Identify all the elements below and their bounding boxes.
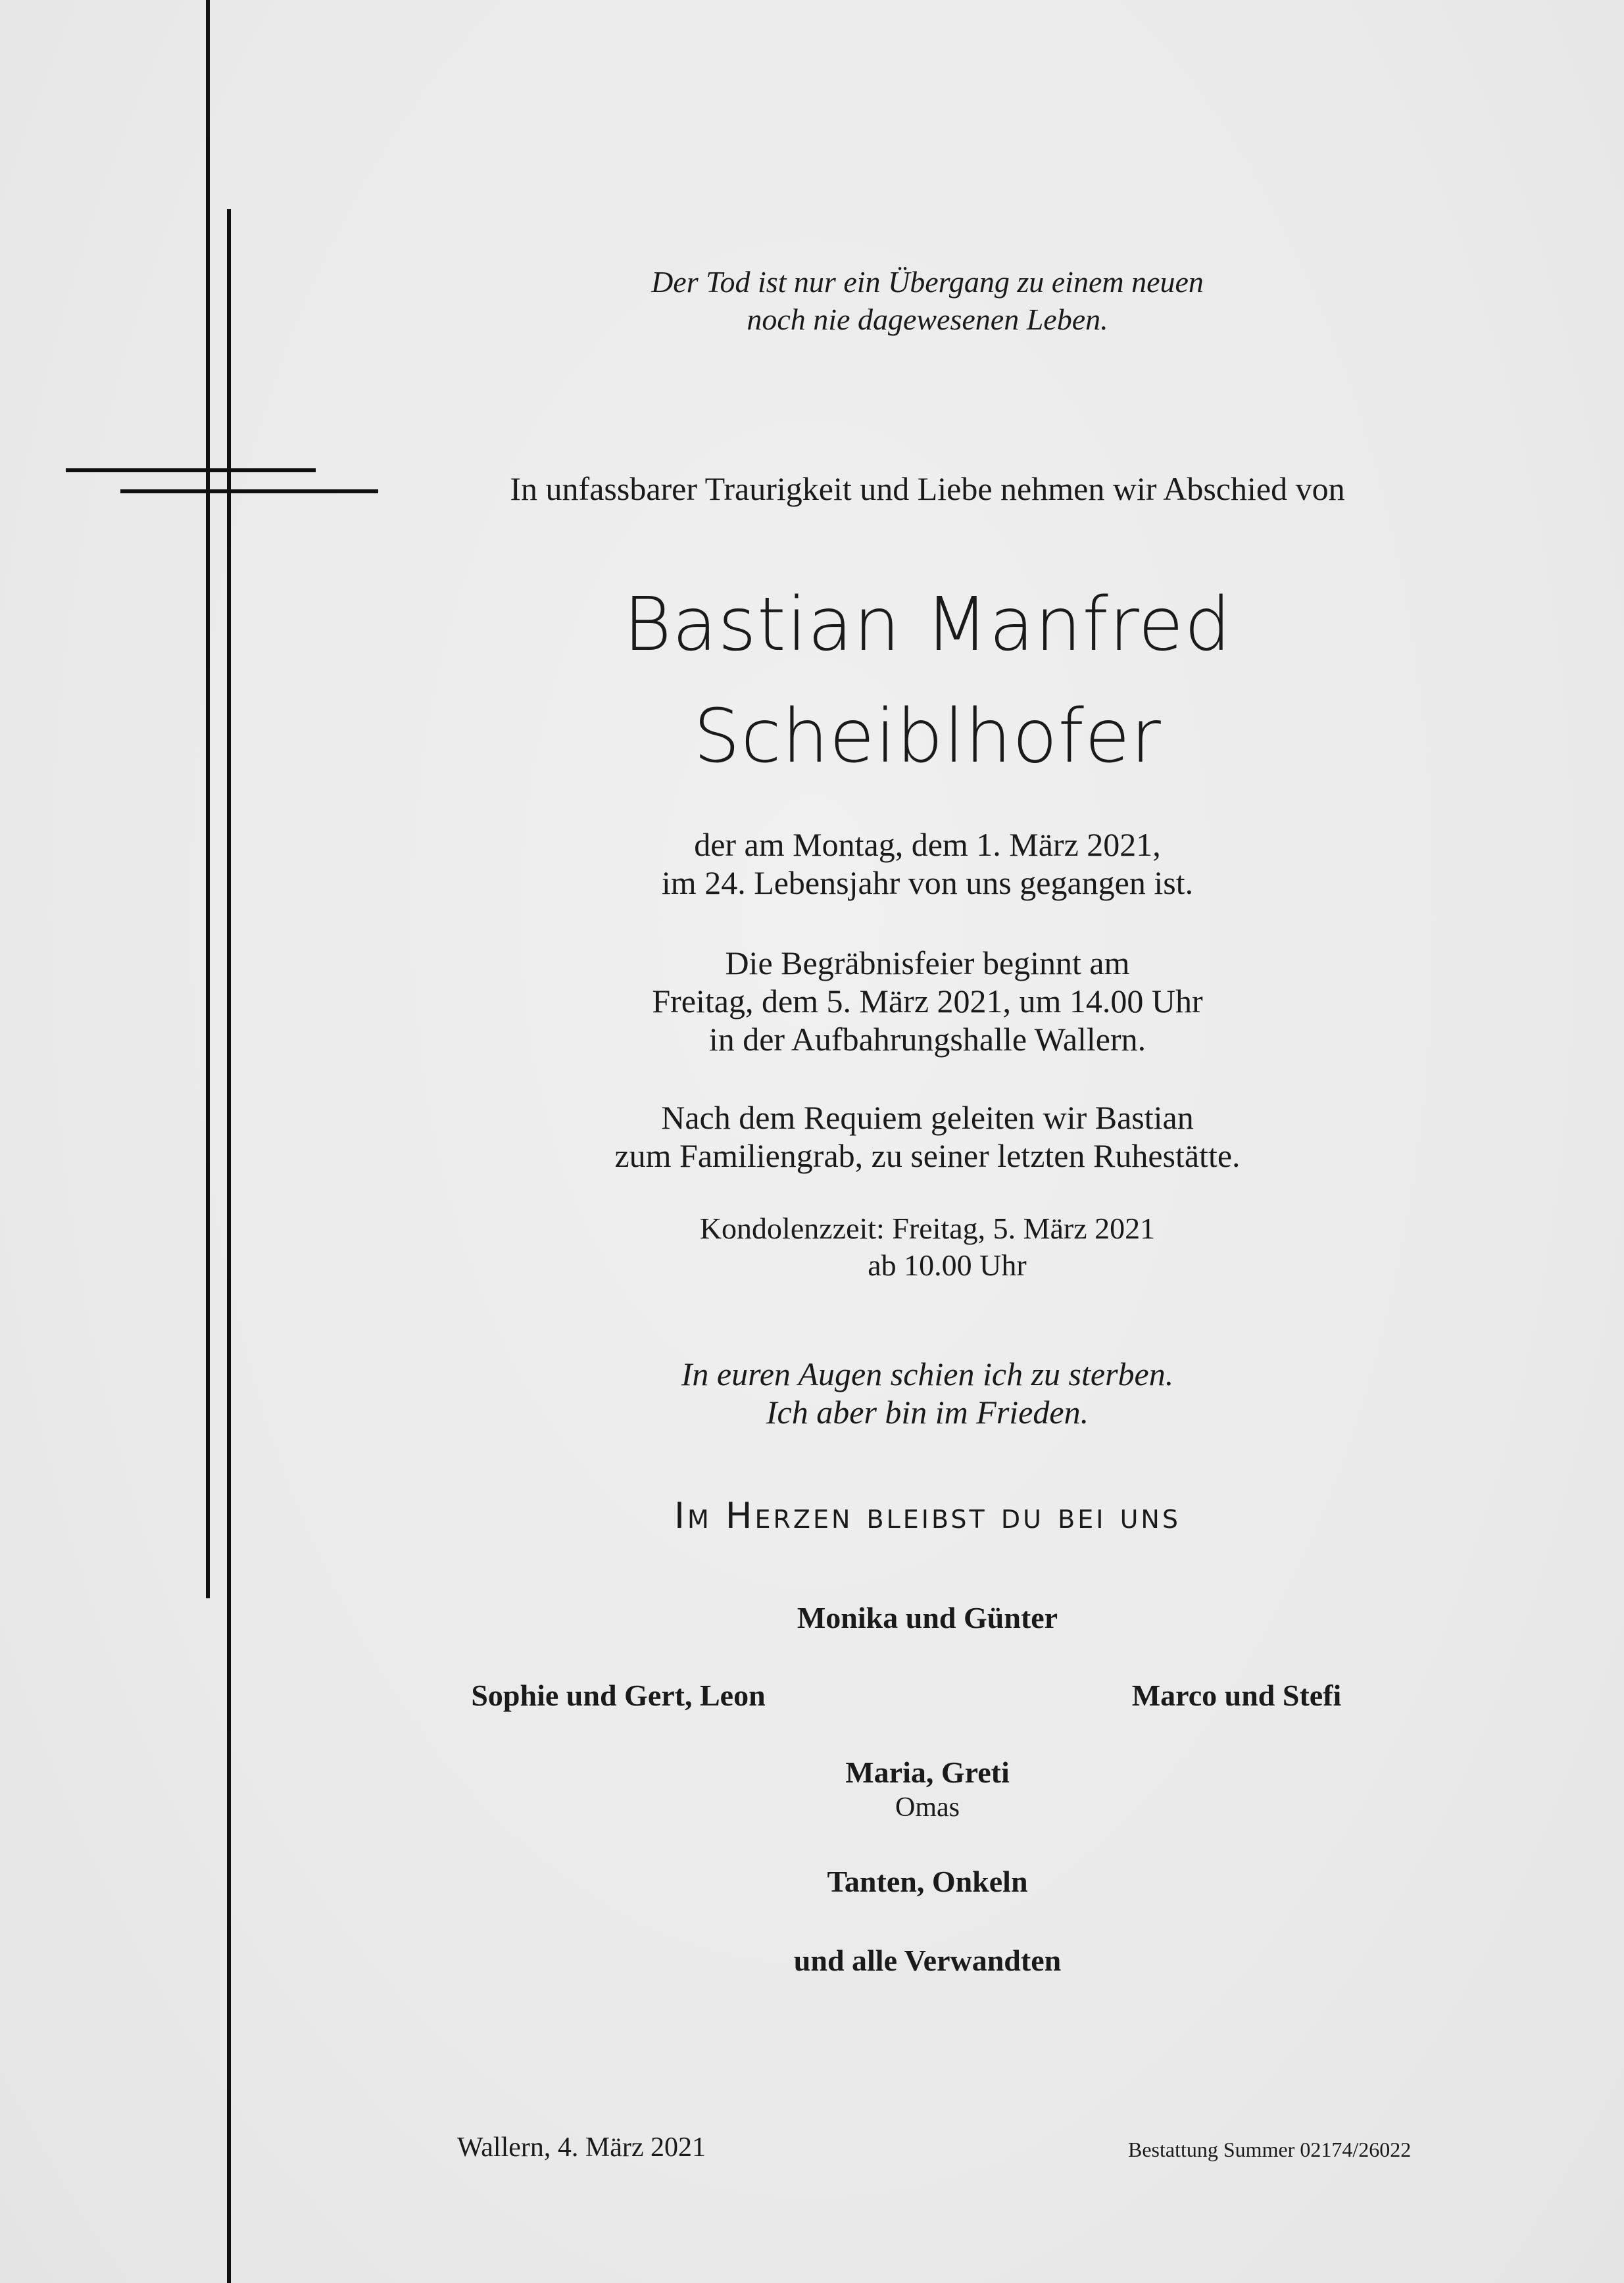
cross-horizontal-line-upper	[66, 468, 316, 472]
mourner-parents: Monika und Günter	[797, 1601, 1058, 1634]
intro-text: In unfassbarer Traurigkeit und Liebe nehmen wir Abschied von	[510, 470, 1345, 507]
requiem-info	[460, 1098, 1394, 1175]
requiem-info-line-1: Nach dem Requiem geleiten wir Bastian	[661, 1099, 1194, 1136]
condolence-time	[460, 1210, 1394, 1284]
mourner-relatives: und alle Verwandten	[793, 1944, 1062, 1977]
deceased-last-name: Scheiblhofer	[693, 694, 1162, 779]
mourner-right: Marco und Stefi	[1131, 1679, 1342, 1712]
mourner-grandmothers: Maria, Greti	[845, 1755, 1010, 1789]
mourner-aunts-uncles: Tanten, Onkeln	[827, 1865, 1028, 1898]
deceased-first-names: Bastian Manfred	[623, 582, 1232, 668]
motto-top	[460, 263, 1394, 338]
footer-undertaker: Bestattung Summer 02174/26022	[1128, 2138, 1412, 2161]
cross-vertical-line-right	[227, 209, 231, 2283]
funeral-info-line-1: Die Begräbnisfeier beginnt am	[725, 945, 1130, 981]
death-info	[460, 825, 1394, 902]
condolence-line-1: Kondolenzzeit: Freitag, 5. März 2021	[699, 1212, 1156, 1245]
heart-line: Im Herzen bleibst du bei uns	[674, 1495, 1181, 1536]
condolence-line-2: ab 10.00 Uhr	[868, 1248, 1027, 1282]
death-info-line-2: im 24. Lebensjahr von uns gegangen ist.	[661, 864, 1194, 901]
motto-top-line-2: noch nie dagewesenen Leben.	[747, 303, 1108, 336]
motto-bottom-line-1: In euren Augen schien ich zu sterben.	[681, 1356, 1174, 1392]
cross-horizontal-line-lower	[120, 489, 378, 493]
cross-vertical-line-left	[206, 0, 210, 1598]
deceased-name	[460, 569, 1394, 793]
motto-bottom	[460, 1355, 1394, 1431]
funeral-info-line-2: Freitag, dem 5. März 2021, um 14.00 Uhr	[652, 983, 1203, 1019]
death-info-line-1: der am Montag, dem 1. März 2021,	[694, 826, 1161, 863]
mourner-left: Sophie und Gert, Leon	[471, 1679, 766, 1712]
motto-bottom-line-2: Ich aber bin im Frieden.	[766, 1394, 1089, 1431]
funeral-info-line-3: in der Aufbahrungshalle Wallern.	[708, 1021, 1146, 1058]
footer-place-date: Wallern, 4. März 2021	[457, 2132, 706, 2163]
mourner-grandmothers-label: Omas	[895, 1792, 960, 1823]
requiem-info-line-2: zum Familiengrab, zu seiner letzten Ruhestätte.	[614, 1137, 1241, 1174]
motto-top-line-1: Der Tod ist nur ein Übergang zu einem neuen	[651, 265, 1204, 299]
funeral-info	[460, 944, 1394, 1058]
